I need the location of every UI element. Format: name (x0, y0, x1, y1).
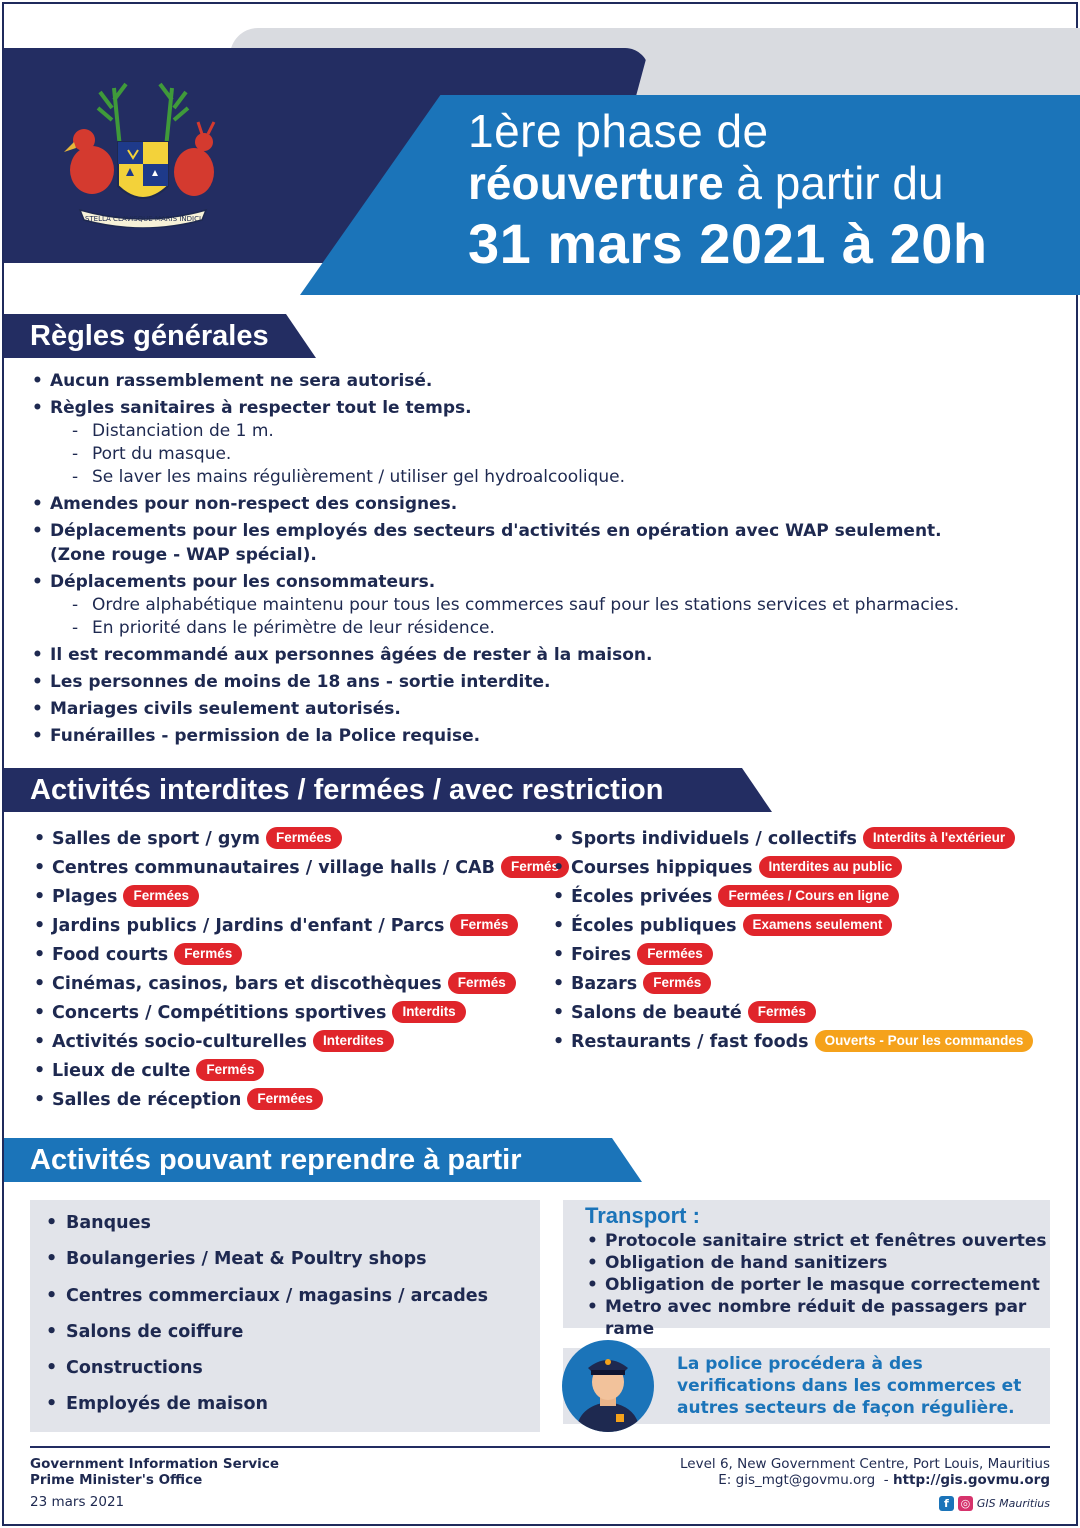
activity-name: Plages (52, 887, 118, 907)
coat-of-arms-logo (62, 78, 224, 228)
instagram-icon[interactable]: ◎ (958, 1496, 973, 1511)
regle-subitem: - Distanciation de 1 m. (50, 420, 1050, 443)
regle-subitem: - Ordre alphabétique maintenu pour tous les commerces sauf pour les stations services et pharmacies. (50, 594, 1050, 617)
activity-name: Courses hippiques (571, 858, 753, 878)
reprise-list (30, 1200, 540, 1428)
footer-address: Level 6, New Government Centre, Port Louis, Mauritius (680, 1456, 1050, 1472)
activity-item (30, 855, 569, 884)
footer-org2: Prime Minister's Office (30, 1472, 203, 1488)
activites-right-list (549, 826, 1033, 1058)
reprise-item: • Employés de maison (46, 1391, 540, 1427)
footer-email[interactable]: E: gis_mgt@govmu.org (718, 1472, 876, 1488)
activity-item (30, 1029, 569, 1058)
regle-continuation: (Zone rouge - WAP spécial). (50, 545, 317, 565)
activity-name: Écoles publiques (571, 916, 737, 936)
activity-item (549, 826, 1033, 855)
regle-subitem: - Se laver les mains régulièrement / utiliser gel hydroalcoolique. (50, 466, 1050, 489)
footer-divider (30, 1446, 1050, 1448)
reprise-item: • Centres commerciaux / magasins / arcades (46, 1283, 540, 1319)
activity-item (30, 1087, 569, 1116)
status-badge: Fermées (637, 943, 713, 965)
section-reprise-title: Activités pouvant reprendre à partir (4, 1138, 602, 1182)
regle-item: • Déplacements pour les employés des secteurs d'activités en opération avec WAP seulement. (Zone rouge - WAP spécial). (30, 520, 1050, 567)
activity-item (549, 1029, 1033, 1058)
footer-date: 23 mars 2021 (30, 1494, 125, 1510)
status-badge: Examens seulement (743, 914, 893, 936)
activity-item (30, 913, 569, 942)
regle-item: • Funérailles - permission de la Police requise. (30, 725, 1050, 748)
reprise-box (30, 1200, 540, 1432)
reprise-item: • Boulangeries / Meat & Poultry shops (46, 1246, 540, 1282)
title-a-partir: à partir du (723, 157, 944, 209)
transport-item: • Obligation de hand sanitizers (585, 1252, 1050, 1274)
section-regles-title: Règles générales (4, 314, 276, 358)
transport-item: • Obligation de porter le masque correctement (585, 1274, 1050, 1296)
status-badge: Fermés (643, 972, 711, 994)
status-badge: Fermés (748, 1001, 816, 1023)
status-badge: Fermés (501, 856, 569, 878)
activity-item (549, 942, 1033, 971)
regle-item: • Déplacements pour les consommateurs. - Ordre alphabétique maintenu pour tous les commerces sauf pour les stations services et pharmacies. - En priorité dans le périmètre de leur résidence. (30, 571, 1050, 640)
regle-emphasis: sortie interdite. (398, 672, 551, 692)
activity-name: Salles de sport / gym (52, 829, 260, 849)
footer-website-link[interactable]: http://gis.govmu.org (892, 1472, 1050, 1488)
status-badge: Ouverts - Pour les commandes (815, 1030, 1034, 1052)
footer-org1: Government Information Service (30, 1456, 279, 1472)
status-badge: Fermées (266, 827, 342, 849)
activity-name: Restaurants / fast foods (571, 1032, 809, 1052)
transport-box (563, 1200, 1050, 1339)
status-badge: Fermés (448, 972, 516, 994)
transport-list (585, 1230, 1050, 1340)
reprise-item: • Constructions (46, 1355, 540, 1391)
activity-item (30, 1058, 569, 1087)
status-badge: Fermés (196, 1059, 264, 1081)
regle-item: • Les personnes de moins de 18 ans - sortie interdite. (30, 671, 1050, 694)
social-handle: GIS Mauritius (976, 1497, 1050, 1510)
reprise-item: • Banques (46, 1210, 540, 1246)
activity-item (30, 884, 569, 913)
status-badge: Interdits à l'extérieur (863, 827, 1015, 849)
facebook-icon[interactable]: f (939, 1496, 954, 1511)
activity-name: Lieux de culte (52, 1061, 191, 1081)
reprise-item: • Salons de coiffure (46, 1319, 540, 1355)
regle-subitem: - Port du masque. (50, 443, 1050, 466)
footer-social (939, 1496, 1050, 1511)
title-reouverture: réouverture (468, 157, 724, 209)
regle-emphasis: permission de la Police requise. (174, 726, 481, 746)
header-title (468, 105, 988, 275)
activity-name: Activités socio-culturelles (52, 1032, 307, 1052)
activity-name: Sports individuels / collectifs (571, 829, 857, 849)
activity-name: Foires (571, 945, 632, 965)
regle-item: • Amendes pour non-respect des consignes. (30, 493, 1050, 516)
activity-item (549, 855, 1033, 884)
activity-name: Cinémas, casinos, bars et discothèques (52, 974, 442, 994)
transport-item: • Metro avec nombre réduit de passagers par rame (585, 1296, 1050, 1340)
section-activites-title: Activités interdites / fermées / avec restriction (4, 768, 732, 812)
status-badge: Fermées / Cours en ligne (718, 885, 899, 907)
status-badge: Interdites (313, 1030, 394, 1052)
status-badge: Fermés (174, 943, 242, 965)
regle-item: • Aucun rassemblement ne sera autorisé. (30, 370, 1050, 393)
status-badge: Fermées (247, 1088, 323, 1110)
activity-item (30, 971, 569, 1000)
footer-left (30, 1456, 279, 1510)
activity-name: Bazars (571, 974, 638, 994)
police-text: La police procédera à des verifications dans les commerces et autres secteurs de façon régulière. (677, 1354, 1022, 1418)
activity-item (549, 913, 1033, 942)
activity-item (30, 942, 569, 971)
status-badge: Fermées (123, 885, 199, 907)
footer-right: Level 6, New Government Centre, Port Louis, Mauritius E: gis_mgt@govmu.org - http://gis.govmu.org (680, 1456, 1050, 1488)
activity-item (549, 971, 1033, 1000)
activity-item (30, 826, 569, 855)
title-line-2 (468, 157, 988, 209)
regle-item: • Il est recommandé aux personnes âgées de rester à la maison. (30, 644, 1050, 667)
regle-item: • Règles sanitaires à respecter tout le temps. - Distanciation de 1 m. - Port du masque. - Se laver les mains régulièrement / utiliser gel hydroalcoolique. (30, 397, 1050, 489)
title-line-1: 1ère phase de (468, 105, 769, 157)
status-badge: Interdites au public (759, 856, 903, 878)
activity-name: Food courts (52, 945, 169, 965)
activity-item (549, 884, 1033, 913)
activity-item (30, 1000, 569, 1029)
transport-item: • Protocole sanitaire strict et fenêtres ouvertes (585, 1230, 1050, 1252)
activity-name: Concerts / Compétitions sportives (52, 1003, 387, 1023)
police-officer-icon (562, 1340, 654, 1432)
activity-name: Jardins publics / Jardins d'enfant / Parcs (52, 916, 445, 936)
activity-name: Centres communautaires / village halls / CAB (52, 858, 495, 878)
title-date: 31 mars 2021 à 20h (468, 212, 988, 275)
status-badge: Fermés (450, 914, 518, 936)
transport-title: Transport : (585, 1203, 700, 1228)
activity-name: Écoles privées (571, 887, 713, 907)
coat-motto: STELLA CLAVISQUE MARIS INDICI (84, 215, 202, 223)
regle-subitem: - En priorité dans le périmètre de leur résidence. (50, 617, 1050, 640)
status-badge: Interdits (392, 1001, 465, 1023)
regles-list (30, 366, 1050, 748)
regle-item: • Mariages civils seulement autorisés. (30, 698, 1050, 721)
activity-name: Salles de réception (52, 1090, 242, 1110)
activites-left-list (30, 826, 569, 1116)
activity-item (549, 1000, 1033, 1029)
activity-name: Salons de beauté (571, 1003, 742, 1023)
